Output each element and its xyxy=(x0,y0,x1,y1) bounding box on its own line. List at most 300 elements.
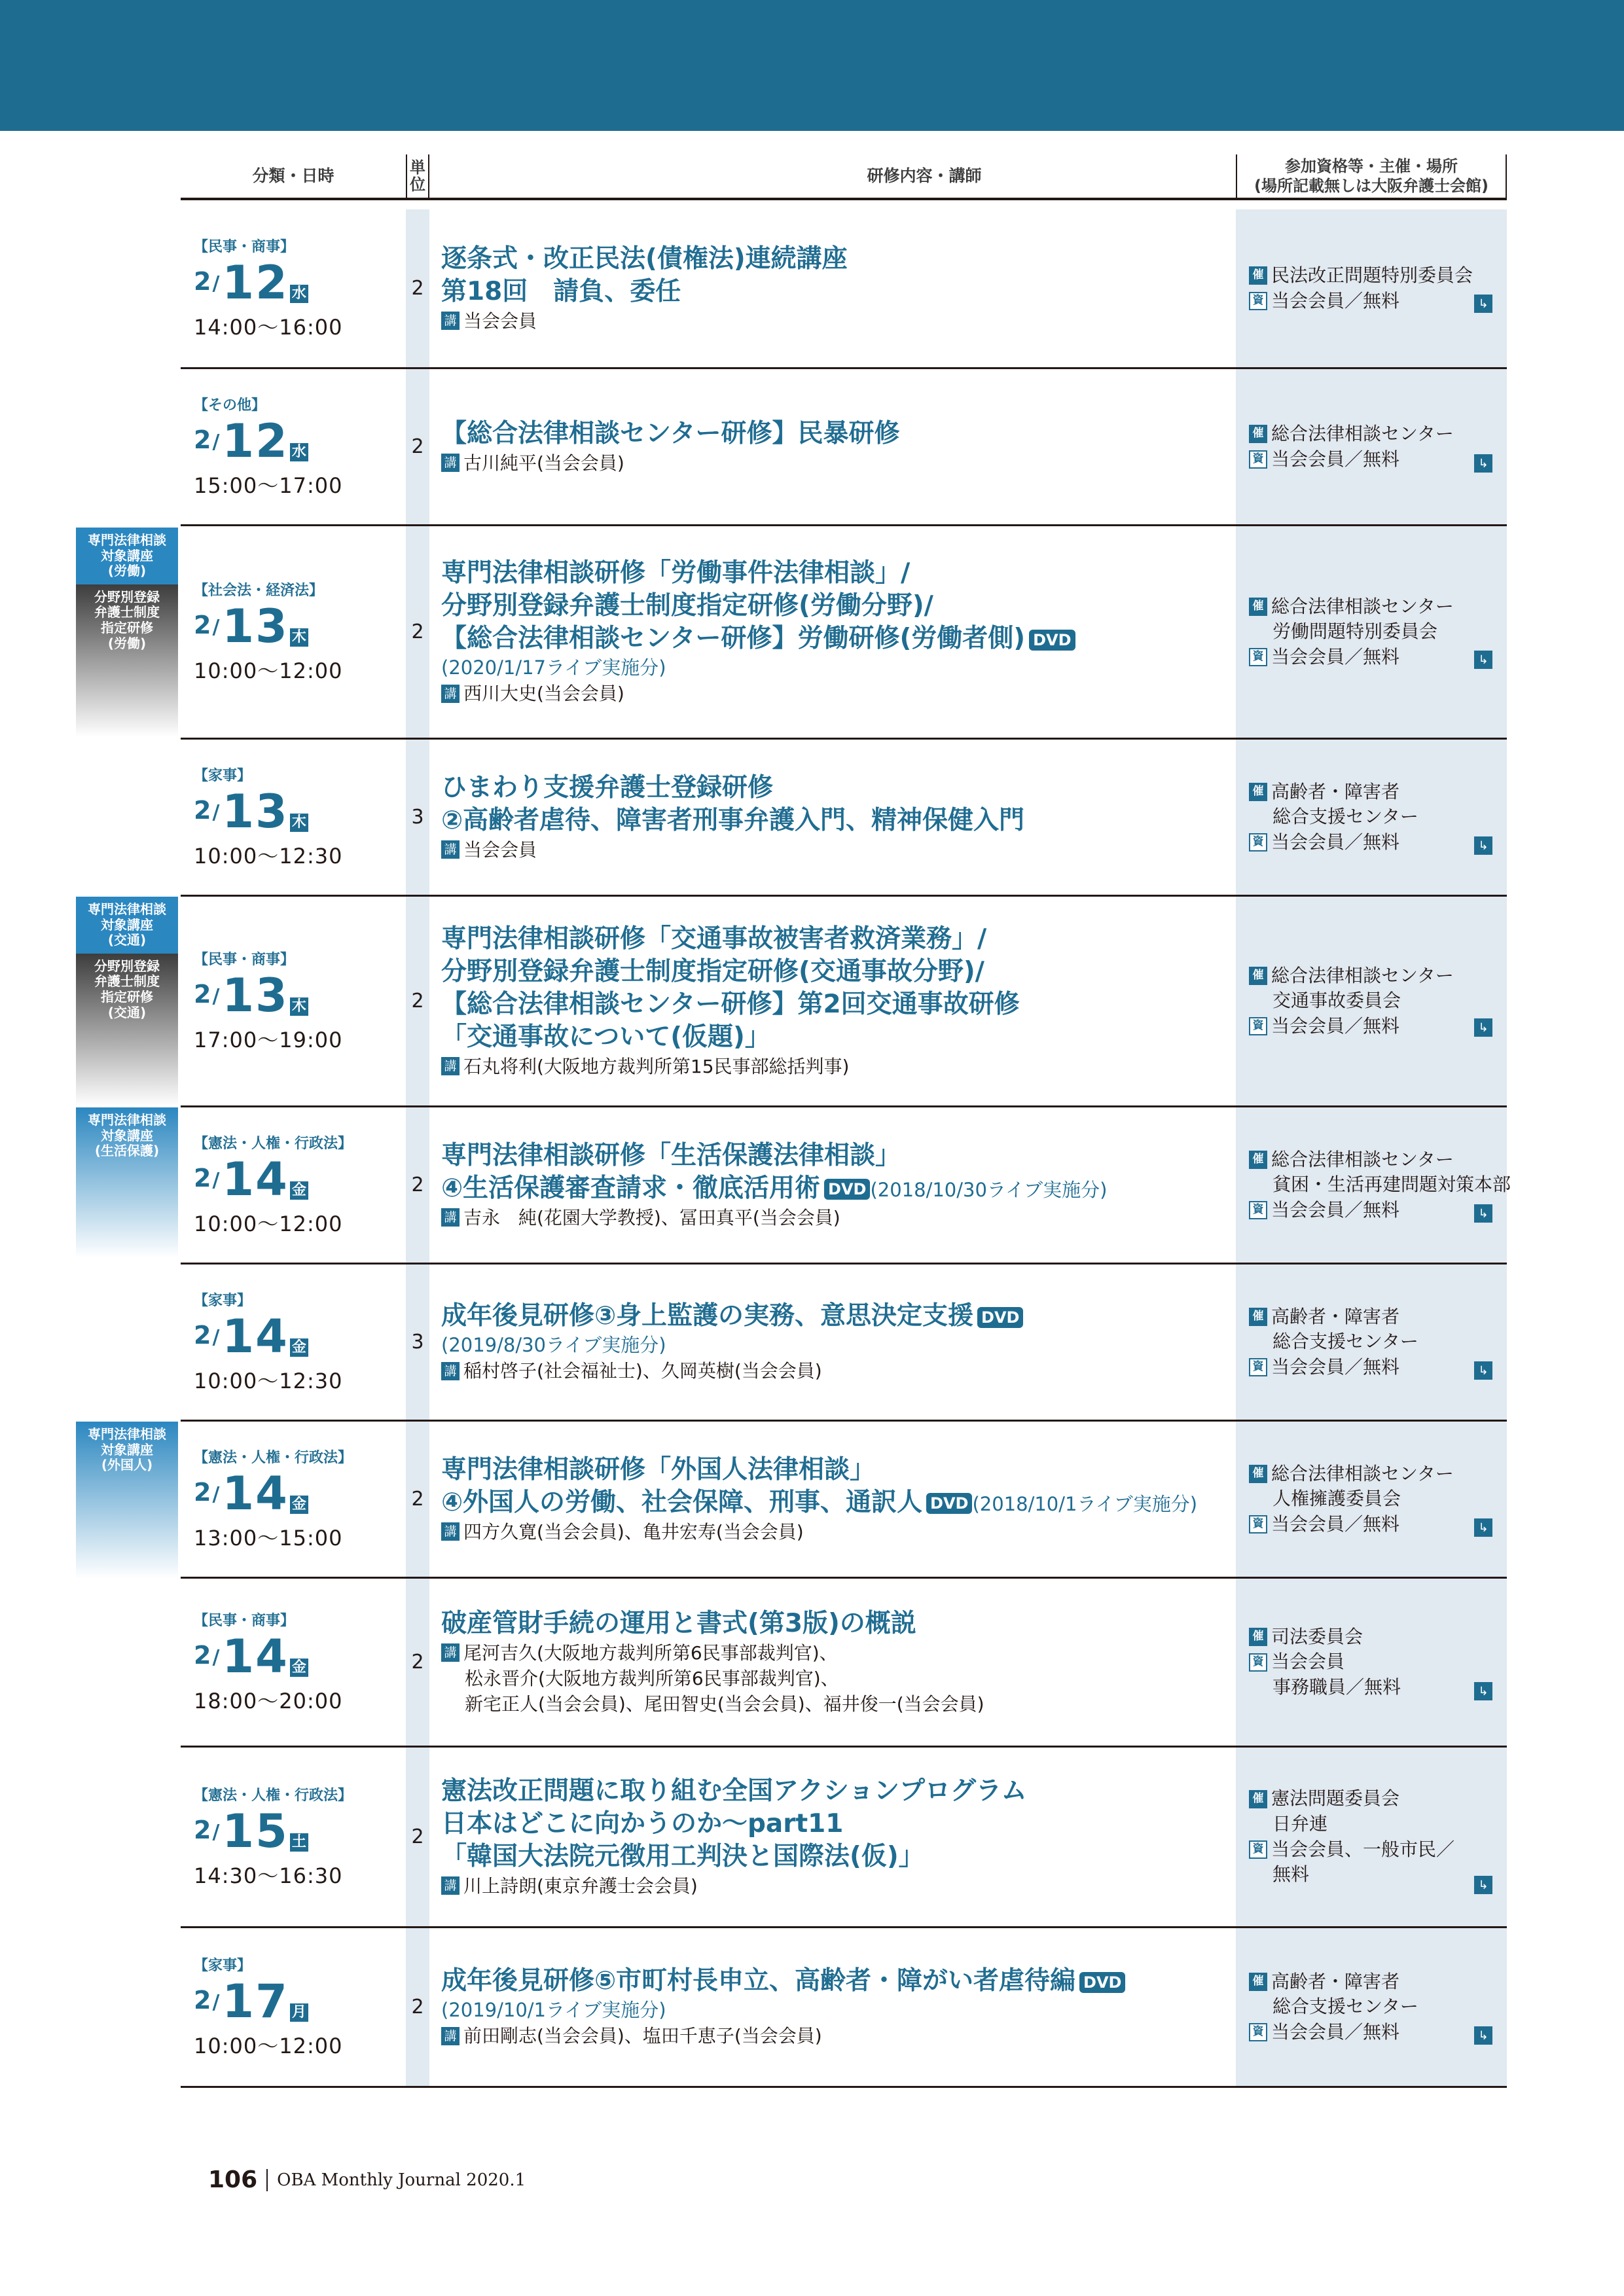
eligibility-icon: 資 xyxy=(1249,1515,1267,1534)
category-label: 【民事・商事】 xyxy=(194,239,295,255)
col-info-subtitle: (場所記載無しは大阪弁護士会館) xyxy=(1254,177,1489,195)
lecturer-text: 西川大史(当会会員) xyxy=(463,683,624,705)
time-range: 13:00〜15:00 xyxy=(194,1526,343,1551)
date-slash: / xyxy=(212,1991,220,2014)
course-title[interactable]: ②高齢者虐待、障害者刑事弁護入門、精神保健入門 xyxy=(441,805,1025,835)
lecturer-text: 川上詩朗(東京弁護士会会員) xyxy=(463,1874,698,1897)
course-title[interactable]: 憲法改正問題に取り組む全国アクションプログラム xyxy=(441,1776,1027,1806)
col-content-header: 研修内容・講師 xyxy=(867,166,982,186)
side-tag-bottom xyxy=(76,584,178,737)
organizer-text: 総合法律相談センター xyxy=(1271,1148,1454,1170)
date-block xyxy=(194,1579,403,1746)
side-tag-top xyxy=(76,897,178,954)
course-info xyxy=(1249,1107,1511,1263)
date-slash: / xyxy=(212,1326,220,1349)
side-tag-traffic xyxy=(76,897,178,1106)
door-icon: ↳ xyxy=(1474,1361,1492,1380)
date-slash: / xyxy=(212,1821,220,1844)
date-slash: / xyxy=(212,1646,220,1669)
date-slash: / xyxy=(212,616,220,639)
door-icon: ↳ xyxy=(1474,836,1492,855)
day-of-week-badge: 水 xyxy=(290,285,308,303)
course-title[interactable]: 第18回 請負、委任 xyxy=(441,276,681,306)
date-month: 2 xyxy=(194,796,211,825)
date-block xyxy=(194,209,403,367)
lecturer xyxy=(441,2023,1227,2049)
lecturer-text: 当会会員 xyxy=(463,838,537,861)
side-tag-line: (外国人) xyxy=(101,1457,153,1473)
lecturer-icon: 講 xyxy=(441,454,460,472)
unit-count: 2 xyxy=(411,1825,424,1848)
time-range: 10:00〜12:30 xyxy=(194,1369,343,1393)
eligibility-icon: 資 xyxy=(1249,1653,1267,1672)
course-info xyxy=(1249,369,1498,524)
side-tag-line: 弁護士制度 xyxy=(94,973,160,990)
door-icon: ↳ xyxy=(1474,295,1492,313)
category-label: 【家事】 xyxy=(194,1293,252,1309)
category-label: 【家事】 xyxy=(194,768,252,784)
side-tag-line: (生活保護) xyxy=(94,1143,160,1159)
page-footer xyxy=(208,2166,526,2193)
organizer xyxy=(1249,594,1498,620)
table-row xyxy=(181,1422,1507,1579)
door-icon: ↳ xyxy=(1474,1876,1492,1894)
door-icon: ↳ xyxy=(1474,651,1492,669)
lecturer xyxy=(441,1205,1227,1230)
date-month: 2 xyxy=(194,980,211,1009)
table-row xyxy=(181,1748,1507,1928)
course-title-with-dvd xyxy=(441,1965,1227,1998)
course-content xyxy=(441,209,1227,367)
date-month: 2 xyxy=(194,1641,211,1670)
lecturer xyxy=(441,1054,1227,1079)
course-title-with-dvd xyxy=(441,1300,1227,1333)
date xyxy=(194,1975,403,2028)
eligibility xyxy=(1249,289,1498,314)
col-info-header xyxy=(1236,154,1507,198)
course-title-text[interactable]: 【総合法律相談センター研修】労働研修(労働者側) xyxy=(441,624,1026,654)
course-info xyxy=(1249,1928,1498,2086)
table-row xyxy=(181,1265,1507,1422)
course-content xyxy=(441,1422,1227,1577)
course-title[interactable]: 分野別登録弁護士制度指定研修(交通事故分野)/ xyxy=(441,957,984,986)
time-range: 10:00〜12:00 xyxy=(194,658,343,683)
eligibility-icon: 資 xyxy=(1249,2023,1267,2041)
category-label: 【民事・商事】 xyxy=(194,952,295,968)
lecturer-icon: 講 xyxy=(441,840,460,859)
date-block xyxy=(194,1748,403,1926)
side-tag-line: 弁護士制度 xyxy=(94,604,160,620)
organizer-icon: 催 xyxy=(1249,1308,1267,1326)
course-title-with-dvd xyxy=(441,1172,1227,1205)
organizer-icon: 催 xyxy=(1249,1151,1267,1169)
course-info xyxy=(1249,1422,1498,1577)
side-tag-line: (労働) xyxy=(107,635,147,651)
date-day: 17 xyxy=(222,1975,289,2028)
day-of-week-badge: 金 xyxy=(290,1181,308,1200)
organizer-text: 総合法律相談センター xyxy=(1271,964,1454,986)
lecturer-icon: 講 xyxy=(441,1643,460,1662)
course-content xyxy=(441,1928,1227,2086)
lecturer xyxy=(441,1358,1227,1384)
date-month: 2 xyxy=(194,425,211,454)
course-content xyxy=(441,897,1227,1105)
dvd-badge: DVD xyxy=(977,1307,1023,1328)
date xyxy=(194,1804,403,1858)
course-info xyxy=(1249,526,1498,738)
course-title-text[interactable]: ④生活保護審査請求・徹底活用術 xyxy=(441,1173,821,1203)
date xyxy=(194,414,403,468)
category-label: 【その他】 xyxy=(194,397,266,414)
category-label: 【憲法・人権・行政法】 xyxy=(194,1450,353,1466)
table-row xyxy=(181,897,1507,1107)
lecturer-icon: 講 xyxy=(441,1208,460,1227)
organizer-text: 民法改正問題特別委員会 xyxy=(1271,264,1473,286)
course-title[interactable]: 【総合法律相談センター研修】民暴研修 xyxy=(441,418,900,448)
course-info xyxy=(1249,1265,1498,1420)
organizer xyxy=(1249,1304,1498,1330)
date-month: 2 xyxy=(194,1321,211,1350)
table-row xyxy=(181,1107,1511,1265)
course-info xyxy=(1249,740,1498,895)
date-slash: / xyxy=(212,272,220,295)
unit-count: 2 xyxy=(411,1488,424,1511)
course-content xyxy=(441,526,1227,738)
date-day: 13 xyxy=(222,600,289,653)
organizer-icon: 催 xyxy=(1249,598,1267,616)
side-tag-line: 対象講座 xyxy=(101,547,153,564)
date xyxy=(194,600,403,653)
time-range: 18:00〜20:00 xyxy=(194,1689,343,1713)
organizer-icon: 催 xyxy=(1249,1790,1267,1808)
time-range: 14:00〜16:00 xyxy=(194,315,343,340)
side-tag-line: 指定研修 xyxy=(101,619,153,636)
table-row xyxy=(181,1928,1507,2088)
side-tag-labor xyxy=(76,528,178,737)
course-title[interactable]: 専門法律相談研修「交通事故被害者救済業務」/ xyxy=(441,924,987,954)
day-of-week-badge: 金 xyxy=(290,1338,308,1357)
side-tag-top xyxy=(76,1107,178,1258)
unit-count: 2 xyxy=(411,620,424,643)
organizer xyxy=(1249,780,1498,805)
table-row xyxy=(181,526,1507,740)
eligibility-text: 当会会員／無料 xyxy=(1271,289,1400,312)
lecturer-icon: 講 xyxy=(441,312,460,330)
page-number: 106 xyxy=(208,2166,258,2193)
col-category-header: 分類・日時 xyxy=(252,166,334,186)
organizer xyxy=(1249,263,1498,289)
eligibility-text: 当会会員／無料 xyxy=(1271,1355,1400,1378)
eligibility xyxy=(1249,1014,1498,1039)
time-range: 10:00〜12:00 xyxy=(194,2034,343,2058)
course-title-with-dvd xyxy=(441,622,1227,655)
door-icon: ↳ xyxy=(1474,1518,1492,1537)
side-tag-line: 指定研修 xyxy=(101,988,153,1005)
side-tag-line: 専門法律相談 xyxy=(88,1112,166,1128)
lecturer-icon: 講 xyxy=(441,1362,460,1380)
unit-count: 2 xyxy=(411,990,424,1013)
eligibility-icon: 資 xyxy=(1249,1840,1267,1859)
course-content xyxy=(441,1265,1227,1420)
organizer-icon: 催 xyxy=(1249,266,1267,285)
organizer xyxy=(1249,1624,1498,1650)
day-of-week-badge: 月 xyxy=(290,2003,308,2022)
eligibility-text: 当会会員 xyxy=(1271,1651,1345,1673)
door-icon: ↳ xyxy=(1474,2026,1492,2045)
course-content xyxy=(441,740,1227,895)
eligibility-text: 当会会員／無料 xyxy=(1271,448,1400,470)
course-title[interactable]: 【総合法律相談センター研修】第2回交通事故研修 xyxy=(441,989,1020,1019)
date-block xyxy=(194,897,403,1105)
organizer xyxy=(1249,1786,1498,1812)
course-info xyxy=(1249,1748,1498,1926)
organizer xyxy=(1249,963,1498,989)
date xyxy=(194,969,403,1022)
lecturer-text: 尾河吉久(大阪地方裁判所第6民事部裁判官)、 xyxy=(463,1641,838,1664)
lecturer xyxy=(441,681,1227,706)
category-label: 【憲法・人権・行政法】 xyxy=(194,1136,353,1152)
eligibility xyxy=(1249,447,1498,473)
unit-count: 2 xyxy=(411,1651,424,1674)
course-info xyxy=(1249,897,1498,1105)
course-info xyxy=(1249,1579,1498,1746)
side-tag-line: 分野別登録 xyxy=(94,958,160,974)
organizer xyxy=(1249,1969,1498,1995)
date-day: 12 xyxy=(222,256,289,310)
table-row xyxy=(181,209,1507,369)
unit-count: 2 xyxy=(411,435,424,458)
side-tag-top xyxy=(76,1422,178,1579)
date-day: 15 xyxy=(222,1804,289,1858)
time-range: 14:30〜16:30 xyxy=(194,1863,343,1888)
date xyxy=(194,1630,403,1683)
eligibility-text: 当会会員／無料 xyxy=(1271,1513,1400,1535)
lecturer-text: 稲村啓子(社会福祉士)、久岡英樹(当会会員) xyxy=(463,1360,822,1382)
eligibility xyxy=(1249,1512,1498,1537)
date-block xyxy=(194,369,403,524)
organizer xyxy=(1249,1462,1498,1487)
eligibility-icon: 資 xyxy=(1249,833,1267,852)
lecturer xyxy=(441,1873,1227,1899)
side-tag-line: 分野別登録 xyxy=(94,588,160,605)
date xyxy=(194,256,403,310)
organizer-text: 高齢者・障害者 xyxy=(1271,780,1400,802)
date xyxy=(194,785,403,838)
course-title[interactable]: 専門法律相談研修「外国人法律相談」 xyxy=(441,1455,876,1484)
lecturer xyxy=(441,837,1227,863)
dvd-badge: DVD xyxy=(824,1179,870,1200)
date-block xyxy=(194,526,403,738)
course-title[interactable]: 専門法律相談研修「生活保護法律相談」 xyxy=(441,1141,901,1170)
time-range: 17:00〜19:00 xyxy=(194,1028,343,1052)
side-tag-bottom xyxy=(76,954,178,1106)
live-date-note: (2020/1/17ライブ実施分) xyxy=(441,656,666,679)
side-tag-foreigner xyxy=(76,1422,178,1579)
eligibility xyxy=(1249,1649,1498,1675)
organizer-text: 総合法律相談センター xyxy=(1271,1462,1454,1484)
lecturer-icon: 講 xyxy=(441,1057,460,1075)
date-block xyxy=(194,1265,403,1420)
col-unit-char: 単 xyxy=(410,158,425,177)
lecturer-text: 前田剛志(当会会員)、塩田千恵子(当会会員) xyxy=(463,2025,822,2047)
eligibility-cont: 事務職員／無料 xyxy=(1272,1676,1401,1698)
date-day: 14 xyxy=(222,1153,289,1206)
door-icon: ↳ xyxy=(1474,1682,1492,1700)
date-day: 13 xyxy=(222,969,289,1022)
journal-name: OBA Monthly Journal 2020.1 xyxy=(277,2170,526,2190)
course-title[interactable]: 「韓国大法院元徴用工判決と国際法(仮)」 xyxy=(441,1841,924,1871)
side-tag-line: 対象講座 xyxy=(101,916,153,933)
organizer-text: 総合法律相談センター xyxy=(1271,422,1454,444)
category-label: 【民事・商事】 xyxy=(194,1613,295,1629)
eligibility-text: 当会会員／無料 xyxy=(1271,1198,1400,1221)
lecturer-cont: 松永晋介(大阪地方裁判所第6民事部裁判官)、 xyxy=(465,1667,839,1689)
category-label: 【家事】 xyxy=(194,1958,252,1974)
day-of-week-badge: 木 xyxy=(290,814,308,832)
lecturer-icon: 講 xyxy=(441,1876,460,1895)
footer-divider xyxy=(266,2169,268,2191)
day-of-week-badge: 木 xyxy=(290,628,308,647)
date-block xyxy=(194,1107,403,1263)
course-title-text[interactable]: ④外国人の労働、社会保障、刑事、通訳人 xyxy=(441,1487,923,1517)
eligibility-text: 当会会員／無料 xyxy=(1271,645,1400,668)
date-block xyxy=(194,740,403,895)
lecturer-text: 古川純平(当会会員) xyxy=(463,452,624,474)
course-content xyxy=(441,369,1227,524)
organizer-text: 司法委員会 xyxy=(1271,1625,1363,1647)
category-label: 【社会法・経済法】 xyxy=(194,583,324,599)
eligibility-icon: 資 xyxy=(1249,1201,1267,1219)
date-slash: / xyxy=(212,1169,220,1192)
organizer-cont: 総合支援センター xyxy=(1272,1331,1418,1353)
organizer-cont: 交通事故委員会 xyxy=(1272,990,1401,1012)
date-day: 14 xyxy=(222,1630,289,1683)
eligibility-icon: 資 xyxy=(1249,1358,1267,1376)
course-title-text[interactable]: 成年後見研修③身上監護の実務、意思決定支援 xyxy=(441,1301,974,1331)
date-block xyxy=(194,1928,403,2086)
organizer-cont: 総合支援センター xyxy=(1272,1996,1418,2018)
day-of-week-badge: 金 xyxy=(290,1659,308,1677)
time-range: 15:00〜17:00 xyxy=(194,473,343,498)
door-icon: ↳ xyxy=(1474,1018,1492,1037)
day-of-week-badge: 水 xyxy=(290,443,308,461)
organizer-text: 高齢者・障害者 xyxy=(1271,1305,1400,1327)
date-day: 13 xyxy=(222,785,289,838)
eligibility-cont: 無料 xyxy=(1272,1863,1310,1886)
organizer-text: 憲法問題委員会 xyxy=(1271,1787,1400,1810)
eligibility xyxy=(1249,645,1498,670)
organizer-cont: 人権擁護委員会 xyxy=(1272,1488,1401,1510)
organizer-icon: 催 xyxy=(1249,1973,1267,1991)
lecturer-icon: 講 xyxy=(441,2027,460,2045)
organizer-icon: 催 xyxy=(1249,425,1267,443)
course-title[interactable]: ひまわり支援弁護士登録研修 xyxy=(441,773,774,802)
lecturer-icon: 講 xyxy=(441,685,460,703)
course-title[interactable]: 逐条式・改正民法(債権法)連続講座 xyxy=(441,244,848,274)
date-day: 14 xyxy=(222,1467,289,1520)
organizer-icon: 催 xyxy=(1249,1465,1267,1483)
date-month: 2 xyxy=(194,1478,211,1507)
day-of-week-badge: 土 xyxy=(290,1833,308,1852)
lecturer-text: 吉永 純(花園大学教授)、冨田真平(当会会員) xyxy=(463,1206,840,1229)
course-title[interactable]: 破産管財手続の運用と書式(第3版)の概説 xyxy=(441,1608,916,1638)
lecturer-text: 四方久寛(当会会員)、亀井宏寿(当会会員) xyxy=(463,1520,804,1543)
time-range: 10:00〜12:30 xyxy=(194,844,343,869)
unit-count: 2 xyxy=(411,277,424,300)
side-tag-line: (交通) xyxy=(107,932,147,948)
day-of-week-badge: 木 xyxy=(290,997,308,1016)
course-title[interactable]: 「交通事故について(仮題)」 xyxy=(441,1022,770,1052)
day-of-week-badge: 金 xyxy=(290,1496,308,1514)
date xyxy=(194,1467,403,1520)
eligibility xyxy=(1249,830,1498,855)
course-title[interactable]: 日本はどこに向かうのか〜part11 xyxy=(441,1808,844,1839)
date-block xyxy=(194,1422,403,1577)
course-content xyxy=(441,1579,1227,1746)
course-title[interactable]: 分野別登録弁護士制度指定研修(労働分野)/ xyxy=(441,591,933,621)
date xyxy=(194,1310,403,1363)
col-unit-header xyxy=(406,154,429,198)
side-tag-line: 専門法律相談 xyxy=(88,1426,166,1442)
course-title-text[interactable]: 成年後見研修⑤市町村長申立、高齢者・障がい者虐待編 xyxy=(441,1966,1076,1996)
date-month: 2 xyxy=(194,1986,211,2015)
side-tag-top xyxy=(76,528,178,584)
col-info-title: 参加資格等・主催・場所 xyxy=(1285,157,1458,175)
side-tag-line: (交通) xyxy=(107,1004,147,1020)
organizer-cont: 労働問題特別委員会 xyxy=(1272,620,1438,643)
dvd-badge: DVD xyxy=(926,1493,972,1514)
door-icon: ↳ xyxy=(1474,454,1492,473)
dvd-badge: DVD xyxy=(1029,630,1075,651)
organizer-cont: 日弁連 xyxy=(1272,1812,1328,1835)
header-band xyxy=(0,0,1624,131)
organizer-icon: 催 xyxy=(1249,967,1267,985)
date-day: 14 xyxy=(222,1310,289,1363)
table-row xyxy=(181,1579,1507,1748)
organizer-icon: 催 xyxy=(1249,783,1267,801)
col-unit-char: 位 xyxy=(410,175,425,194)
organizer xyxy=(1249,422,1498,447)
side-tag-welfare xyxy=(76,1107,178,1258)
lecturer xyxy=(441,1640,1227,1666)
category-label: 【憲法・人権・行政法】 xyxy=(194,1787,353,1804)
lecturer-text: 石丸将利(大阪地方裁判所第15民事部総括判事) xyxy=(463,1055,850,1077)
side-tag-line: 対象講座 xyxy=(101,1441,153,1458)
date-month: 2 xyxy=(194,1164,211,1193)
course-content xyxy=(441,1748,1227,1926)
organizer-cont: 総合支援センター xyxy=(1272,806,1418,828)
eligibility xyxy=(1249,1198,1498,1223)
date-day: 12 xyxy=(222,414,289,468)
date-slash: / xyxy=(212,431,220,454)
side-tag-line: 専門法律相談 xyxy=(88,532,166,548)
course-info xyxy=(1249,209,1498,367)
unit-count: 3 xyxy=(411,806,424,829)
organizer-icon: 催 xyxy=(1249,1628,1267,1646)
lecturer-icon: 講 xyxy=(441,1522,460,1541)
side-tag-line: 対象講座 xyxy=(101,1127,153,1143)
eligibility-text: 当会会員／無料 xyxy=(1271,2020,1400,2043)
unit-count: 2 xyxy=(411,1174,424,1196)
course-title[interactable]: 専門法律相談研修「労働事件法律相談」/ xyxy=(441,558,911,588)
eligibility-icon: 資 xyxy=(1249,648,1267,666)
eligibility-text: 当会会員、一般市民／ xyxy=(1271,1838,1455,1860)
live-date-note: (2019/10/1ライブ実施分) xyxy=(441,1999,666,2022)
lecturer xyxy=(441,450,1227,476)
live-date-note: (2018/10/1ライブ実施分) xyxy=(972,1492,1198,1515)
lecturer-cont: 新宅正人(当会会員)、尾田智史(当会会員)、福井俊一(当会会員) xyxy=(465,1693,984,1715)
eligibility xyxy=(1249,1837,1498,1863)
